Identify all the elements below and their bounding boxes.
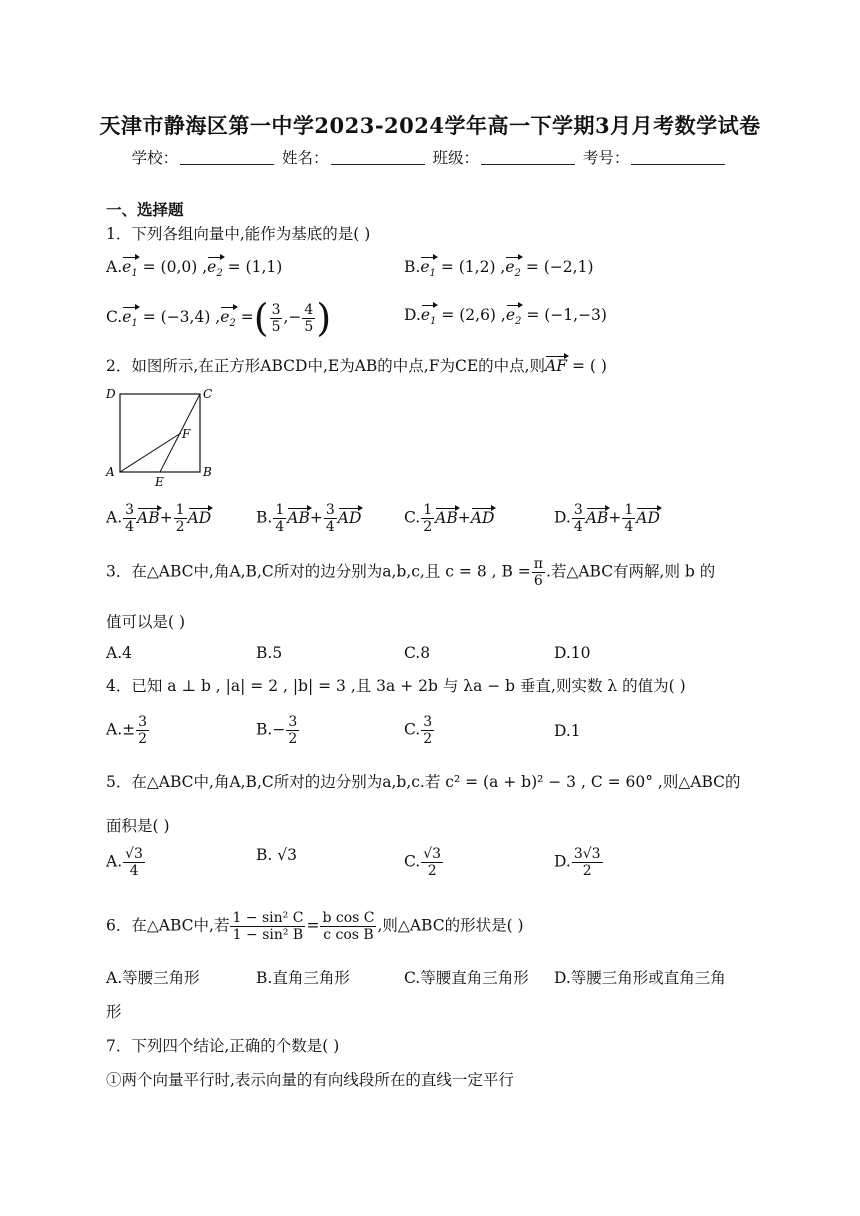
q3-option-b[interactable]: B.5	[256, 644, 283, 662]
q4-option-c[interactable]: C. $\frac{3}{2}$	[404, 714, 433, 747]
q4-option-b[interactable]: B.− $\frac{3}{2}$	[256, 714, 298, 747]
page-title: 天津市静海区第一中学2023-2024学年高一下学期3月月考数学试卷	[99, 113, 761, 138]
q4-option-d[interactable]: D.1	[554, 722, 581, 740]
label-a: A	[106, 465, 115, 479]
label-f: F	[182, 427, 191, 441]
student-info-line	[0, 146, 860, 168]
q5-option-b[interactable]: B. √3	[256, 846, 297, 864]
q6-option-b[interactable]: B.直角三角形	[256, 969, 350, 987]
question-1-stem: 1．下列各组向量中,能作为基底的是( )	[106, 225, 371, 243]
q1-option-c[interactable]: $C.e_1 = (-3,4)$ $,e_2$ =( $\frac{3}{5}$ ,− $\frac{4}{5}$ )	[106, 296, 332, 340]
q5-option-c[interactable]: C. $\frac{√3}{2}$	[404, 846, 442, 879]
school-label: 学校：	[131, 149, 179, 167]
q6-option-c[interactable]: C.等腰直角三角形	[404, 969, 529, 987]
number-label: 考号：	[582, 149, 630, 167]
q2-option-c[interactable]: C. $\frac{1}{2}$ AB+AD	[404, 502, 495, 535]
question-3-stem-cont: 值可以是( )	[106, 613, 186, 631]
q1-option-d[interactable]: $D.e_1 = (2,6) ,e_2 = (-1,-3)$	[404, 306, 607, 328]
label-d: D	[106, 387, 116, 401]
q2-option-d[interactable]: D. $\frac{3}{4}$ AB+ $\frac{1}{4}$ AD	[554, 502, 660, 535]
question-5-stem: 5．在△ABC中,角A,B,C所对的边分别为a,b,c.若 c² = (a + b)² − 3 , C = 60° ,则△ABC的	[106, 773, 741, 791]
e2-vector: $e_2$	[207, 258, 223, 280]
question-3-stem: 3．在△ABC中,角A,B,C所对的边分别为a,b,c,且 c = 8 , B = $\frac{\pi}{6}$ .若△ABC有两解,则 b 的	[106, 556, 716, 589]
question-2-stem: 2．如图所示,在正方形ABCD中,E为AB的中点,F为CE的中点,则AF = ( )	[106, 357, 607, 375]
q6-option-a[interactable]: A.等腰三角形	[106, 969, 200, 987]
q2-option-b[interactable]: B. $\frac{1}{4}$ AB+ $\frac{3}{4}$ AD	[256, 502, 362, 535]
q1-option-b[interactable]: $B.e_1 = (1,2) ,e_2 = (-2,1)$	[404, 258, 594, 280]
class-label: 班级：	[432, 149, 479, 167]
e1-vector: $e_1$	[122, 258, 138, 280]
label-b: B	[203, 465, 212, 479]
label-c: C	[203, 387, 213, 401]
q6-option-d-wrap: 形	[106, 1003, 122, 1021]
q3-option-d[interactable]: D.10	[554, 644, 591, 662]
square-figure	[100, 386, 220, 490]
label-e: E	[155, 475, 164, 489]
q1-option-a[interactable]: $A.e_1 = (0,0) ,e_2 = (1,1)$	[106, 258, 283, 280]
question-6-stem: 6．在△ABC中,若 $\frac{\text{1 − sin² C}}{\text{1 − sin² B}}$ = $\frac{\text{b cos C}}{\text{c cos B}}$ ,则△ABC的形状是( )	[106, 910, 524, 943]
q6-option-d[interactable]: D.等腰三角形或直角三角	[554, 969, 726, 987]
q3-option-a[interactable]: A.4	[106, 644, 132, 662]
name-label: 姓名：	[282, 149, 329, 167]
question-7-stem: 7．下列四个结论,正确的个数是( )	[106, 1037, 340, 1055]
name-blank[interactable]	[331, 150, 425, 165]
q3-option-c[interactable]: C.8	[404, 644, 431, 662]
school-blank[interactable]	[180, 150, 274, 165]
q2-option-a[interactable]: A. $\frac{3}{4}$ AB+ $\frac{1}{2}$ AD	[106, 502, 212, 535]
question-5-stem-cont: 面积是( )	[106, 817, 170, 835]
question-4-stem: 4．已知 a ⊥ b , |a| = 2 , |b| = 3 ,且 3a + 2b 与 λa − b 垂直,则实数 λ 的值为( )	[106, 677, 686, 695]
number-blank[interactable]	[631, 150, 725, 165]
q5-option-a[interactable]: A. $\frac{√3}{4}$	[106, 846, 143, 879]
section-heading: 一、选择题	[106, 201, 184, 219]
q4-option-a[interactable]: A.± $\frac{3}{2}$	[106, 714, 148, 747]
q5-option-d[interactable]: D. $\frac{3√3}{2}$	[554, 846, 601, 879]
question-7-item-1: ①两个向量平行时,表示向量的有向线段所在的直线一定平行	[106, 1071, 514, 1089]
class-blank[interactable]	[481, 150, 575, 165]
